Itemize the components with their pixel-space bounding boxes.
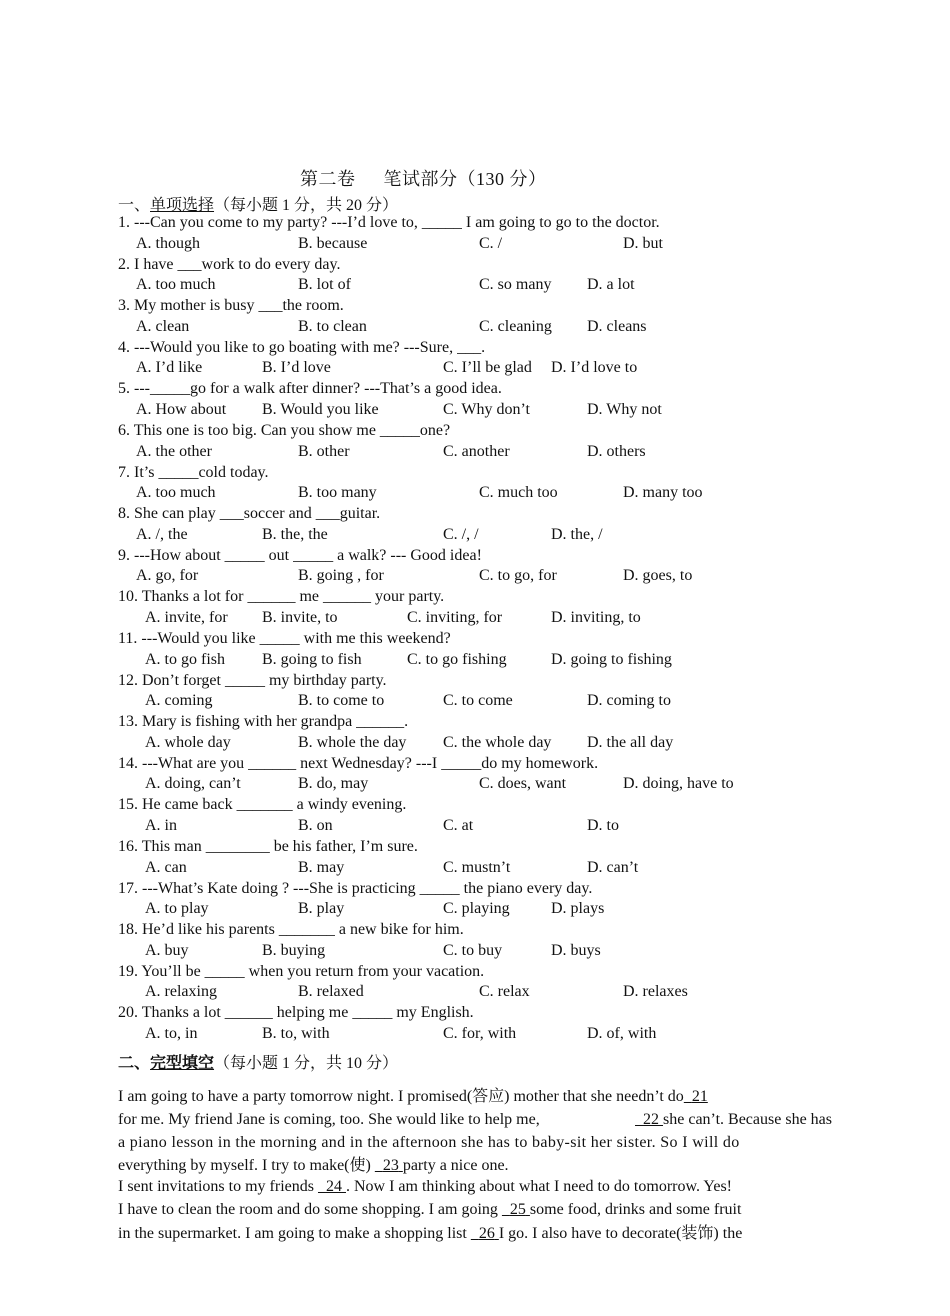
question-stem: 15. He came back _______ a windy evening. [118, 796, 407, 814]
section-name: 单项选择 [150, 197, 215, 214]
option-d[interactable]: D. Why not [587, 400, 662, 418]
option-d[interactable]: D. goes, to [623, 567, 693, 585]
option-b[interactable]: B. to come to [298, 692, 385, 710]
passage-line: I am going to have a party tomorrow night. I promised(答应) mother that she needn’t do 21 [118, 1088, 708, 1105]
option-a[interactable]: A. the other [136, 442, 212, 460]
option-d[interactable]: D. others [587, 442, 646, 460]
option-c[interactable]: C. for, with [443, 1024, 517, 1042]
option-a[interactable]: A. to, in [145, 1024, 198, 1042]
option-d[interactable]: D. coming to [587, 692, 671, 710]
option-b[interactable]: B. I’d love [262, 359, 331, 377]
option-a[interactable]: A. too much [136, 484, 216, 502]
option-c[interactable]: C. to go, for [479, 567, 557, 585]
section-note: （每小题 1 分，共 20 分） [214, 197, 399, 214]
option-a[interactable]: A. buy [145, 941, 189, 959]
option-b[interactable]: B. relaxed [298, 983, 364, 1001]
option-d[interactable]: D. relaxes [623, 983, 688, 1001]
blank-23[interactable]: 23 [382, 1157, 399, 1174]
question-stem: 1. ---Can you come to my party? ---I’d love to, _____ I am going to go to the doctor. [118, 214, 660, 231]
passage-line: I sent invitations to my friends 24 . Now I am thinking about what I need to do tomorrow. Yes! [118, 1178, 733, 1195]
question-stem: 12. Don’t forget _____ my birthday party. [118, 671, 387, 689]
option-d[interactable]: D. I’d love to [551, 359, 638, 377]
option-a[interactable]: A. go, for [136, 567, 199, 585]
option-c[interactable]: C. playing [443, 900, 510, 918]
question-stem: 5. ---_____go for a walk after dinner? ---That’s a good idea. [118, 380, 502, 398]
title-part: 第二卷 [300, 169, 356, 189]
question-stem: 18. He’d like his parents _______ a new bike for him. [118, 921, 464, 939]
passage-line: I have to clean the room and do some shopping. I am going 25 some food, drinks and some fruit [118, 1201, 742, 1218]
option-b[interactable]: B. because [298, 234, 368, 252]
option-a[interactable]: A. I’d like [136, 359, 203, 377]
blank-26[interactable]: 26 [478, 1225, 495, 1242]
option-a[interactable]: A. too much [136, 276, 216, 294]
option-d[interactable]: D. of, with [587, 1024, 657, 1042]
option-a[interactable]: A. though [136, 234, 200, 252]
option-a[interactable]: A. invite, for [145, 608, 228, 626]
option-c[interactable]: C. to buy [443, 941, 503, 959]
option-c[interactable]: C. so many [479, 276, 552, 294]
question-stem: 9. ---How about _____ out _____ a walk? --- Good idea! [118, 546, 482, 564]
option-d[interactable]: D. buys [551, 941, 601, 959]
title-rest: 笔试部分（130 分） [383, 169, 547, 189]
option-a[interactable]: A. to go fish [145, 650, 225, 668]
option-d[interactable]: D. but [623, 234, 663, 252]
question-stem: 17. ---What’s Kate doing ? ---She is practicing _____ the piano every day. [118, 879, 593, 897]
option-b[interactable]: B. the, the [262, 525, 328, 543]
option-d[interactable]: D. a lot [587, 276, 635, 294]
question-stem: 7. It’s _____cold today. [118, 463, 269, 481]
option-d[interactable]: D. doing, have to [623, 775, 734, 793]
option-b[interactable]: B. to, with [262, 1024, 330, 1042]
question-stem: 11. ---Would you like _____ with me this weekend? [118, 630, 451, 647]
option-b[interactable]: B. play [298, 900, 345, 918]
option-a[interactable]: A. clean [136, 317, 190, 335]
option-d[interactable]: D. many too [623, 484, 703, 502]
option-c[interactable]: C. I’ll be glad [443, 359, 532, 377]
option-c[interactable]: C. does, want [479, 775, 567, 793]
question-stem: 2. I have ___work to do every day. [118, 255, 341, 273]
option-a[interactable]: A. coming [145, 692, 213, 710]
option-a[interactable]: A. whole day [145, 733, 231, 751]
option-a[interactable]: A. How about [136, 400, 227, 418]
question-stem: 20. Thanks a lot ______ helping me _____ my English. [118, 1004, 474, 1022]
blank-22[interactable]: 22 [643, 1111, 660, 1128]
option-a[interactable]: A. to play [145, 900, 209, 918]
option-d[interactable]: D. the all day [587, 733, 674, 751]
option-b[interactable]: B. whole the day [298, 733, 407, 751]
option-c[interactable]: C. / [479, 234, 503, 252]
blank-25[interactable]: 25 [509, 1201, 526, 1218]
option-c[interactable]: C. inviting, for [407, 608, 503, 626]
question-stem: 4. ---Would you like to go boating with me? ---Sure, ___. [118, 338, 486, 356]
section-name: 完型填空 [150, 1055, 215, 1072]
option-d[interactable]: D. inviting, to [551, 608, 641, 626]
option-b[interactable]: B. too many [298, 484, 377, 502]
option-b[interactable]: B. lot of [298, 276, 351, 294]
option-b[interactable]: B. going to fish [262, 650, 362, 668]
option-c[interactable]: C. to go fishing [407, 650, 507, 668]
question-stem: 3. My mother is busy ___the room. [118, 297, 344, 315]
option-b[interactable]: B. on [298, 816, 333, 834]
option-b[interactable]: B. may [298, 858, 345, 876]
section-note: （每小题 1 分，共 10 分） [214, 1055, 399, 1072]
question-stem: 10. Thanks a lot for ______ me ______ your party. [118, 588, 445, 606]
passage-line: in the supermarket. I am going to make a shopping list 26 I go. I also have to decorate(装饰) the [118, 1225, 743, 1242]
option-b[interactable]: B. Would you like [262, 400, 379, 418]
option-d[interactable]: D. plays [551, 900, 605, 918]
option-a[interactable]: A. in [145, 816, 177, 834]
option-c[interactable]: C. Why don’t [443, 400, 530, 418]
option-d[interactable]: D. can’t [587, 858, 639, 876]
question-stem: 14. ---What are you ______ next Wednesday? ---I _____do my homework. [118, 754, 599, 772]
question-stem: 8. She can play ___soccer and ___guitar. [118, 505, 381, 523]
option-c[interactable]: C. the whole day [443, 733, 552, 751]
passage-line: everything by myself. I try to make(使) 23 party a nice one. [118, 1157, 509, 1174]
question-stem: 16. This man ________ be his father, I’m sure. [118, 838, 418, 855]
option-c[interactable]: C. /, / [443, 525, 479, 543]
option-a[interactable]: A. can [145, 858, 187, 876]
option-b[interactable]: B. to clean [298, 317, 367, 335]
question-stem: 13. Mary is fishing with her grandpa ______. [118, 713, 409, 731]
blank-24[interactable]: 24 [325, 1178, 342, 1195]
option-d[interactable]: D. the, / [551, 525, 603, 543]
passage-line: a piano lesson in the morning and in the afternoon she has to baby-sit her sister. So I will do [118, 1134, 740, 1151]
option-b[interactable]: B. invite, to [262, 608, 338, 626]
option-b[interactable]: B. going , for [298, 567, 384, 585]
option-b[interactable]: B. other [298, 442, 350, 460]
section-heading-2: 二、完型填空（每小题 1 分，共 10 分） [118, 1055, 399, 1072]
option-d[interactable]: D. cleans [587, 317, 647, 335]
option-a[interactable]: A. relaxing [145, 983, 217, 1001]
option-c[interactable]: C. at [443, 816, 474, 834]
option-d[interactable]: D. to [587, 816, 619, 834]
option-b[interactable]: B. buying [262, 941, 326, 959]
blank-21[interactable]: 21 [691, 1088, 708, 1105]
option-c[interactable]: C. cleaning [479, 317, 552, 335]
option-a[interactable]: A. doing, can’t [145, 775, 241, 793]
option-a[interactable]: A. /, the [136, 525, 188, 543]
option-c[interactable]: C. to come [443, 692, 513, 710]
passage-line: for me. My friend Jane is coming, too. She would like to help me, 22 she can’t. Because she has [118, 1111, 832, 1128]
option-c[interactable]: C. mustn’t [443, 858, 511, 876]
option-d[interactable]: D. going to fishing [551, 650, 672, 668]
section-heading-1: 一、单项选择（每小题 1 分，共 20 分） [118, 197, 399, 214]
question-stem: 19. You’ll be _____ when you return from your vacation. [118, 962, 485, 980]
option-b[interactable]: B. do, may [298, 775, 369, 793]
option-c[interactable]: C. another [443, 442, 510, 460]
option-c[interactable]: C. relax [479, 983, 530, 1001]
option-c[interactable]: C. much too [479, 484, 558, 502]
page-title [300, 165, 547, 191]
question-stem: 6. This one is too big. Can you show me _____one? [118, 422, 451, 439]
